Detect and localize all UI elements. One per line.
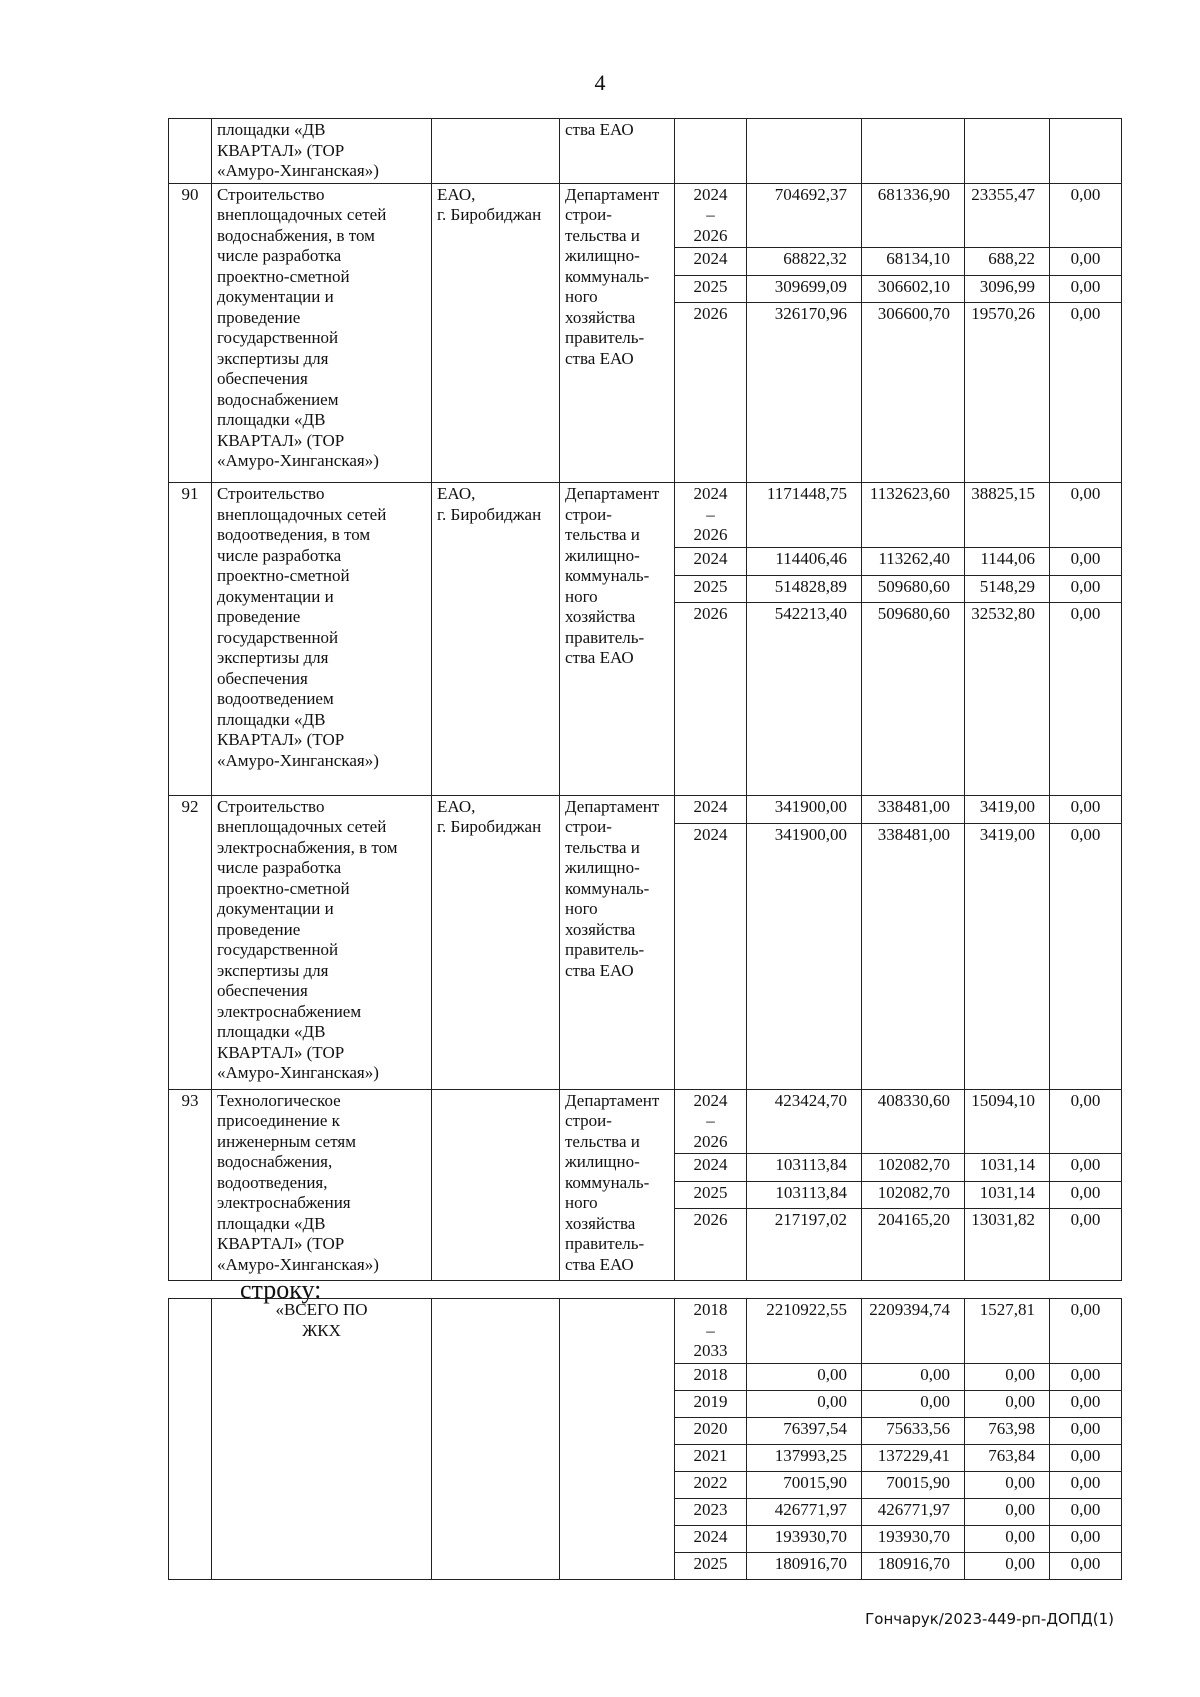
year-cell [675,1209,747,1281]
text-line: ства ЕАО [565,648,634,667]
text-line: водоснабжения, [217,1152,333,1171]
text-line: 2026 [693,225,728,245]
year-cell [675,823,747,1089]
federal-budget-cell: 509680,60 [862,575,965,602]
other-sources-cell: 0,00 [1050,1552,1122,1579]
text-line: 2024 [693,184,728,204]
text-line: Строительство [217,484,325,503]
text-line: документации и [217,899,334,918]
text-line: водоснабжением [217,389,339,409]
other-sources-cell: 0,00 [1050,483,1122,548]
federal-budget-cell: 75633,56 [862,1417,965,1444]
text-line: 2022 [693,1472,728,1492]
item-number: 93 [169,1089,212,1281]
table-row [169,1089,1122,1154]
text-line: правитель- [565,940,645,959]
text-line: коммуналь- [565,1172,650,1192]
year-cell [675,248,747,276]
year-cell [675,575,747,602]
total-cell: 326170,96 [747,303,862,483]
federal-budget-cell: 102082,70 [862,1154,965,1182]
text-line: 2026 [693,1131,728,1151]
empty-cell [862,119,965,184]
total-cell: 137993,25 [747,1444,862,1471]
table-row [169,119,1122,184]
federal-budget-cell: 408330,60 [862,1089,965,1154]
other-sources-cell: 0,00 [1050,575,1122,602]
text-line: водоотведения, в том [217,525,371,544]
text-line: коммуналь- [565,878,650,898]
text-line: ства ЕАО [565,960,634,980]
text-line: государственной [217,627,339,647]
text-line: площадки «ДВ [217,709,326,729]
text-line: экспертизы для [217,648,329,667]
total-cell: 68822,32 [747,248,862,276]
federal-budget-cell: 70015,90 [862,1471,965,1498]
year-cell [675,547,747,575]
page-number: 4 [594,70,606,95]
federal-budget-cell: 204165,20 [862,1209,965,1281]
text-line: КВАРТАЛ» (ТОР [217,1234,345,1253]
text-line: «Амуро-Хинганская») [217,750,379,770]
text-line: ЖКХ [302,1320,341,1340]
text-line: 2024 [693,1526,728,1546]
federal-budget-cell: 306602,10 [862,276,965,303]
item-place [432,483,560,796]
item-organization [560,483,675,796]
total-cell: 542213,40 [747,602,862,795]
regional-budget-cell: 1031,14 [965,1154,1050,1182]
text-line: ЕАО, [437,796,476,816]
text-line: присоединение к [217,1111,340,1130]
other-sources-cell: 0,00 [1050,248,1122,276]
year-cell [675,1182,747,1209]
year-cell [675,602,747,795]
text-line: г. Биробиджан [437,504,542,524]
place-cell [432,119,560,184]
text-line: хозяйства [565,919,636,939]
regional-budget-cell: 3419,00 [965,823,1050,1089]
text-line: ного [565,1193,598,1212]
text-line: Технологическое [217,1090,341,1110]
year-cell [675,303,747,483]
regional-budget-cell: 0,00 [965,1498,1050,1525]
regional-budget-cell: 1031,14 [965,1182,1050,1209]
federal-budget-cell: 1132623,60 [862,483,965,548]
regional-budget-cell: 763,98 [965,1417,1050,1444]
empty-cell [1050,119,1122,184]
text-line: площадки «ДВ [217,1213,326,1233]
organization-cell [560,1299,675,1580]
federal-budget-cell: 180916,70 [862,1552,965,1579]
text-line: числе разработка [217,545,342,565]
text-line: внеплощадочных сетей [217,817,387,836]
total-cell: 309699,09 [747,276,862,303]
year-cell [675,276,747,303]
text-line: правитель- [565,1234,645,1253]
text-line: государственной [217,940,339,959]
regional-budget-cell: 38825,15 [965,483,1050,548]
text-line: КВАРТАЛ» (ТОР [217,140,345,160]
text-line: Департамент [565,484,660,503]
regional-budget-cell: 0,00 [965,1552,1050,1579]
regional-budget-cell: 0,00 [965,1525,1050,1552]
text-line: инженерным сетям [217,1131,357,1151]
year-cell [675,483,747,548]
text-line: г. Биробиджан [437,205,542,224]
text-line: коммуналь- [565,266,650,286]
other-sources-cell: 0,00 [1050,1525,1122,1552]
total-cell: 514828,89 [747,575,862,602]
text-line: Строительство [217,184,325,204]
text-line: КВАРТАЛ» (ТОР [217,430,345,450]
federal-budget-cell: 113262,40 [862,547,965,575]
text-line: проведение [217,307,301,327]
text-line: экспертизы для [217,960,329,980]
other-sources-cell: 0,00 [1050,795,1122,823]
text-line: водоотведением [217,689,334,708]
federal-budget-cell: 102082,70 [862,1182,965,1209]
place-cell [432,1299,560,1580]
number-cell [169,119,212,184]
year-cell [675,1089,747,1154]
item-name [212,1089,432,1281]
other-sources-cell: 0,00 [1050,1209,1122,1281]
text-line: обеспечения [217,369,308,388]
item-number: 90 [169,183,212,483]
text-line: ного [565,287,598,306]
text-line: 2025 [693,1183,728,1202]
other-sources-cell: 0,00 [1050,1444,1122,1471]
other-sources-cell: 0,00 [1050,303,1122,483]
text-line: документации и [217,586,334,606]
federal-budget-cell: 0,00 [862,1390,965,1417]
regional-budget-cell: 3096,99 [965,276,1050,303]
item-name [212,795,432,1089]
year-cell [675,1444,747,1471]
year-cell [675,1498,747,1525]
text-line: тельства и [565,225,640,245]
text-line: тельства и [565,1131,640,1151]
item-place [432,183,560,483]
federal-budget-cell: 338481,00 [862,823,965,1089]
text-line: строи- [565,817,612,836]
text-line: «Амуро-Хинганская») [217,451,379,470]
text-line: – [706,1320,715,1340]
text-line: 2025 [693,1553,728,1573]
total-cell: 193930,70 [747,1525,862,1552]
document-reference: Гончарук/2023-449-рп-ДОПД(1) [865,1610,1114,1628]
text-line: хозяйства [565,607,636,626]
regional-budget-cell: 13031,82 [965,1209,1050,1281]
empty-cell [747,119,862,184]
text-line: жилищно- [565,1152,640,1171]
total-cell: 426771,97 [747,1498,862,1525]
federal-budget-cell: 0,00 [862,1363,965,1390]
federal-budget-cell: 681336,90 [862,183,965,248]
text-line: электроснабжением [217,1001,362,1021]
text-line: 2024 [693,484,728,503]
text-line: «Амуро-Хинганская») [217,1254,379,1274]
empty-cell [965,119,1050,184]
federal-budget-cell: 509680,60 [862,602,965,795]
year-cell [675,1525,747,1552]
other-sources-cell: 0,00 [1050,1299,1122,1364]
regional-budget-cell: 3419,00 [965,795,1050,823]
text-line: проведение [217,919,301,939]
year-cell [675,795,747,823]
text-line: ства ЕАО [565,120,634,139]
year-cell [675,1471,747,1498]
federal-budget-cell: 2209394,74 [862,1299,965,1364]
other-sources-cell: 0,00 [1050,183,1122,248]
item-organization [560,183,675,483]
text-line: «Амуро-Хинганская») [217,161,379,180]
other-sources-cell: 0,00 [1050,1089,1122,1154]
other-sources-cell: 0,00 [1050,1471,1122,1498]
text-line: 2021 [693,1445,728,1465]
total-cell: 0,00 [747,1390,862,1417]
text-line: 2026 [693,304,728,323]
total-cell: 423424,70 [747,1089,862,1154]
text-line: ного [565,586,598,606]
federal-budget-cell: 137229,41 [862,1444,965,1471]
total-cell: 76397,54 [747,1417,862,1444]
text-line: площадки «ДВ [217,1022,326,1041]
text-line: площадки «ДВ [217,410,326,429]
total-cell: 103113,84 [747,1154,862,1182]
other-sources-cell: 0,00 [1050,276,1122,303]
text-line: проектно-сметной [217,878,350,898]
other-sources-cell: 0,00 [1050,823,1122,1089]
total-cell: 70015,90 [747,1471,862,1498]
year-cell [675,1154,747,1182]
text-line: Департамент [565,796,660,816]
regional-budget-cell: 5148,29 [965,575,1050,602]
year-cell [675,1363,747,1390]
regional-budget-cell: 0,00 [965,1363,1050,1390]
year-cell [675,1299,747,1364]
table-row [169,183,1122,248]
text-line: тельства и [565,525,640,544]
text-line: тельства и [565,837,640,857]
other-sources-cell: 0,00 [1050,1390,1122,1417]
text-line: 2026 [693,1210,728,1229]
total-name [212,1299,432,1580]
table-row [169,483,1122,548]
text-line: строи- [565,1111,612,1130]
text-line: электроснабжения [217,1193,351,1212]
text-line: 2024 [693,1090,728,1110]
total-cell: 341900,00 [747,823,862,1089]
text-line: обеспечения [217,668,308,688]
text-line: «ВСЕГО ПО [275,1300,368,1319]
table-row [169,1299,1122,1364]
total-cell: 0,00 [747,1363,862,1390]
total-cell: 180916,70 [747,1552,862,1579]
text-line: КВАРТАЛ» (ТОР [217,1042,345,1062]
text-line: внеплощадочных сетей [217,205,387,224]
text-line: ЕАО, [437,484,476,503]
text-line: хозяйства [565,307,636,327]
text-line: – [706,1111,715,1130]
year-cell [675,1417,747,1444]
other-sources-cell: 0,00 [1050,547,1122,575]
text-line: жилищно- [565,858,640,877]
text-line: 2023 [693,1499,728,1519]
total-cell: 2210922,55 [747,1299,862,1364]
text-line: водоотведения, [217,1172,328,1192]
text-line: строи- [565,504,612,524]
text-line: экспертизы для [217,348,329,368]
text-line: хозяйства [565,1213,636,1233]
federal-budget-cell: 306600,70 [862,303,965,483]
text-line: электроснабжения, в том [217,837,398,857]
text-line: строи- [565,205,612,224]
regional-budget-cell: 763,84 [965,1444,1050,1471]
text-line: – [706,504,715,524]
item-place [432,1089,560,1281]
name-cell [212,119,432,184]
text-line: правитель- [565,328,645,347]
text-line: коммуналь- [565,566,650,585]
program-table [168,118,1122,1281]
text-line: обеспечения [217,981,308,1000]
text-line: 2024 [693,1155,728,1174]
regional-budget-cell: 1144,06 [965,547,1050,575]
other-sources-cell: 0,00 [1050,1363,1122,1390]
text-line: г. Биробиджан [437,817,542,836]
regional-budget-cell: 19570,26 [965,303,1050,483]
text-line: числе разработка [217,246,342,265]
total-cell: 341900,00 [747,795,862,823]
text-line: внеплощадочных сетей [217,504,387,524]
item-number: 91 [169,483,212,796]
table-row [169,795,1122,823]
text-line: ства ЕАО [565,348,634,368]
text-line: проектно-сметной [217,566,350,585]
other-sources-cell: 0,00 [1050,1154,1122,1182]
text-line: проведение [217,607,301,626]
item-organization [560,795,675,1089]
text-line: жилищно- [565,545,640,565]
year-cell [675,1390,747,1417]
other-sources-cell: 0,00 [1050,1417,1122,1444]
regional-budget-cell: 23355,47 [965,183,1050,248]
insert-label: строку: [240,1275,322,1304]
other-sources-cell: 0,00 [1050,1182,1122,1209]
organization-cell [560,119,675,184]
text-line: числе разработка [217,858,342,877]
total-cell: 704692,37 [747,183,862,248]
item-organization [560,1089,675,1281]
total-cell: 114406,46 [747,547,862,575]
text-line: государственной [217,328,339,347]
regional-budget-cell: 0,00 [965,1390,1050,1417]
text-line: 2025 [693,576,728,596]
total-table [168,1298,1122,1580]
text-line: ного [565,899,598,918]
regional-budget-cell: 0,00 [965,1471,1050,1498]
federal-budget-cell: 426771,97 [862,1498,965,1525]
text-line: 2033 [693,1341,728,1360]
text-line: жилищно- [565,246,640,265]
text-line: ства ЕАО [565,1254,634,1274]
text-line: водоснабжения, в том [217,225,375,245]
total-cell: 103113,84 [747,1182,862,1209]
text-line: 2024 [693,249,728,268]
text-line: 2024 [693,796,728,816]
federal-budget-cell: 193930,70 [862,1525,965,1552]
regional-budget-cell: 1527,81 [965,1299,1050,1364]
text-line: «Амуро-Хинганская») [217,1063,379,1082]
text-line: – [706,205,715,224]
other-sources-cell: 0,00 [1050,602,1122,795]
federal-budget-cell: 338481,00 [862,795,965,823]
text-line: Департамент [565,184,660,204]
text-line: КВАРТАЛ» (ТОР [217,730,345,749]
text-line: 2020 [693,1418,728,1438]
text-line: проектно-сметной [217,266,350,286]
text-line: 2018 [693,1364,728,1384]
text-line: Департамент [565,1090,660,1110]
text-line: правитель- [565,627,645,647]
text-line: 2018 [693,1300,728,1319]
regional-budget-cell: 32532,80 [965,602,1050,795]
number-cell [169,1299,212,1580]
text-line: документации и [217,287,334,306]
year-cell [675,183,747,248]
item-name [212,483,432,796]
text-line: Строительство [217,796,325,816]
text-line: 2025 [693,277,728,296]
year-cell [675,1552,747,1579]
text-line: ЕАО, [437,184,476,204]
text-line: 2019 [693,1391,728,1411]
text-line: 2026 [693,525,728,544]
text-line: площадки «ДВ [217,120,326,139]
regional-budget-cell: 688,22 [965,248,1050,276]
federal-budget-cell: 68134,10 [862,248,965,276]
other-sources-cell: 0,00 [1050,1498,1122,1525]
text-line: 2024 [693,824,728,844]
regional-budget-cell: 15094,10 [965,1089,1050,1154]
text-line: 2024 [693,548,728,568]
empty-cell [675,119,747,184]
item-number: 92 [169,795,212,1089]
total-cell: 217197,02 [747,1209,862,1281]
item-name [212,183,432,483]
total-cell: 1171448,75 [747,483,862,548]
item-place [432,795,560,1089]
text-line: 2026 [693,603,728,623]
